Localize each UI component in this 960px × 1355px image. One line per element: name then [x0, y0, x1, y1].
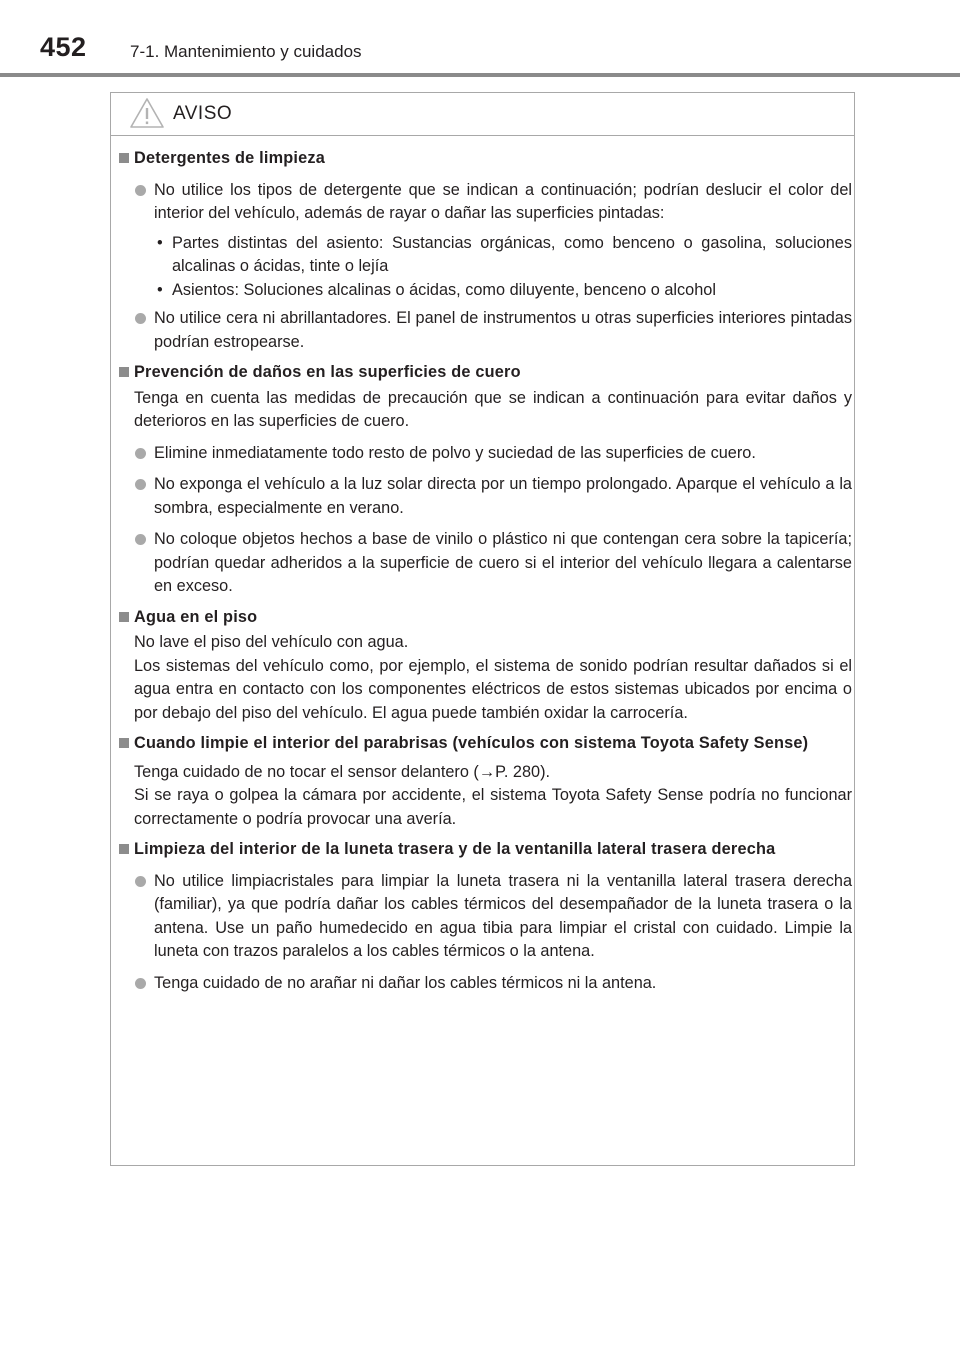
paragraph: Tenga cuidado de no tocar el sensor delantero (→P. 280). — [134, 762, 551, 781]
sub-item: • Asientos: Soluciones alcalinas o ácidas, como diluyente, benceno o alcohol — [157, 280, 716, 299]
paragraph: No lave el piso del vehículo con agua. — [134, 633, 409, 651]
warning-title: AVISO — [173, 103, 233, 124]
warning-content — [117, 147, 852, 995]
square-bullet-icon — [119, 612, 129, 622]
circle-bullet-icon — [135, 185, 146, 196]
paragraph: Si se raya o golpea la cámara por accidente, el sistema Toyota Safety Sense podría no funcionar correctamente o podría provocar una avería. — [134, 786, 852, 828]
bullet-item: No utilice cera ni abrillantadores. El panel de instrumentos u otras superficies interiores pintadas podrían estropearse. — [117, 307, 852, 354]
circle-bullet-icon — [135, 876, 146, 887]
square-bullet-icon — [119, 367, 129, 377]
header-rule — [0, 73, 960, 77]
page-number: 452 — [40, 32, 87, 62]
square-bullet-icon — [119, 153, 129, 163]
section-heading: Detergentes de limpieza — [117, 147, 852, 171]
bullet-item: No coloque objetos hechos a base de vinilo o plástico ni que contengan cera sobre la tapicería; podrían quedar adheridos a la superficie de cuero si el interior del vehículo llegara a calentarse en exceso. — [117, 528, 852, 599]
bullet-item: No utilice limpiacristales para limpiar la luneta trasera ni la ventanilla lateral trasera derecha (familiar), ya que podría dañar los cables térmicos del desempañador de la luneta trasera o la antena. Use un paño humedecido en agua tibia para limpiar el cristal con cuidado. Limpie la luneta con trazos paralelos a los cables térmicos o la antena. — [117, 870, 852, 964]
square-bullet-icon — [119, 738, 129, 748]
paragraph: Tenga en cuenta las medidas de precaución que se indican a continuación para evitar daños y deterioros en las superficies de cuero. — [134, 388, 852, 430]
section-heading: Cuando limpie el interior del parabrisas (vehículos con sistema Toyota Safety Sense) — [117, 732, 852, 756]
bullet-item: Tenga cuidado de no arañar ni dañar los cables térmicos ni la antena. — [117, 972, 852, 996]
bullet-item: No exponga el vehículo a la luz solar directa por un tiempo prolongado. Aparque el vehículo a la sombra, especialmente en verano. — [117, 473, 852, 520]
sub-item: • Partes distintas del asiento: Sustancias orgánicas, como benceno o gasolina, soluciones alcalinas o ácidas, tinte o lejía — [157, 233, 852, 275]
circle-bullet-icon — [135, 448, 146, 459]
bullet-item: Elimine inmediatamente todo resto de polvo y suciedad de las superficies de cuero. — [117, 442, 852, 466]
section-title: 7-1. Mantenimiento y cuidados — [130, 42, 362, 61]
circle-bullet-icon — [135, 313, 146, 324]
warning-box — [110, 92, 855, 1166]
paragraph: Los sistemas del vehículo como, por ejemplo, el sistema de sonido podrían resultar dañados si el agua entra en contacto con los componentes eléctricos de estos sistemas ubicados por encima o por debajo del piso del vehículo. El agua puede también oxidar la carrocería. — [134, 656, 852, 722]
circle-bullet-icon — [135, 978, 146, 989]
section-heading: Agua en el piso — [117, 606, 852, 630]
section-heading: Limpieza del interior de la luneta trasera y de la ventanilla lateral trasera derecha — [117, 838, 852, 862]
square-bullet-icon — [119, 844, 129, 854]
circle-bullet-icon — [135, 479, 146, 490]
warning-triangle-icon — [129, 97, 165, 129]
bullet-item: No utilice los tipos de detergente que se indican a continuación; podrían deslucir el color del interior del vehículo, además de rayar o dañar las superficies pintadas: — [117, 179, 852, 226]
warning-header — [111, 93, 854, 136]
page-header — [0, 0, 960, 78]
circle-bullet-icon — [135, 534, 146, 545]
section-heading: Prevención de daños en las superficies de cuero — [117, 361, 852, 385]
